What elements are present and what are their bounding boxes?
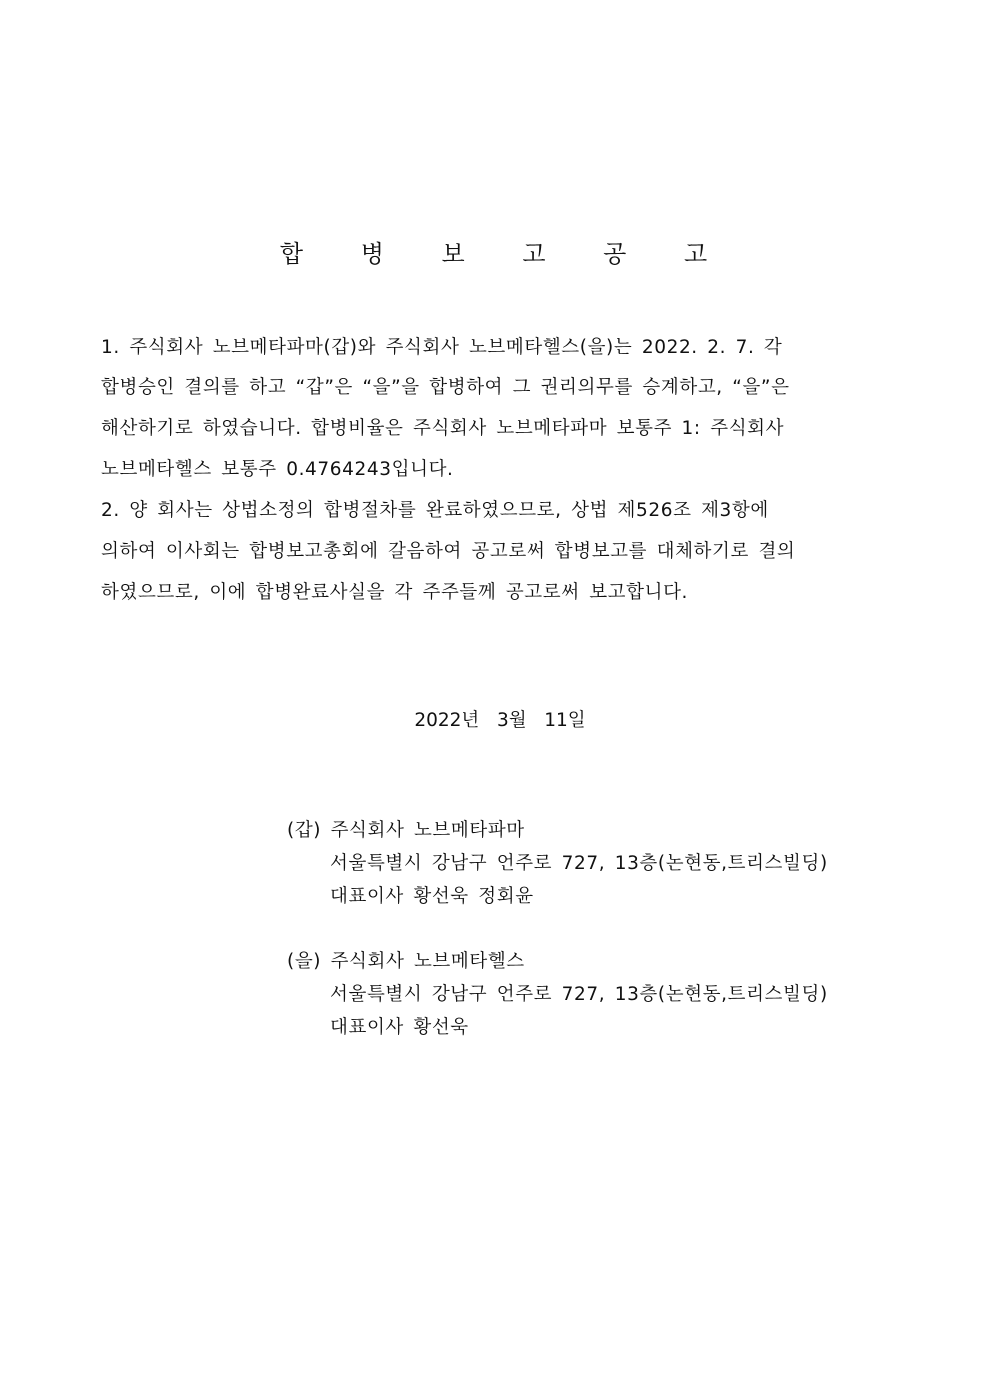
body-line-2: 합병승인 결의를 하고 “갑”은 “을”을 합병하여 그 권리의무를 승계하고, “을”은 bbox=[101, 377, 790, 398]
body-line-3: 해산하기로 하였습니다. 합병비율은 주식회사 노브메타파마 보통주 1: 주식회사 bbox=[101, 418, 785, 439]
party-a-header: (갑) 주식회사 노브메타파마 bbox=[287, 820, 525, 841]
party-a-address: 서울특별시 강남구 언주로 727, 13층(논현동,트리스빌딩) bbox=[330, 853, 828, 874]
body-line-6: 의하여 이사회는 합병보고총회에 갈음하여 공고로써 합병보고를 대체하기로 결의 bbox=[101, 541, 796, 562]
party-b-representative: 대표이사 황선욱 bbox=[330, 1017, 469, 1038]
party-b-address: 서울특별시 강남구 언주로 727, 13층(논현동,트리스빌딩) bbox=[330, 984, 828, 1005]
body-line-7: 하였으므로, 이에 합병완료사실을 각 주주들께 공고로써 보고합니다. bbox=[101, 582, 689, 603]
body-line-5: 2. 양 회사는 상법소정의 합병절차를 완료하였으므로, 상법 제526조 제3항에 bbox=[101, 500, 769, 521]
body-line-1: 1. 주식회사 노브메타파마(갑)와 주식회사 노브메타헬스(을)는 2022. 2. 7. 각 bbox=[101, 337, 783, 358]
body-line-4: 노브메타헬스 보통주 0.4764243입니다. bbox=[101, 459, 454, 480]
party-b-header: (을) 주식회사 노브메타헬스 bbox=[287, 951, 525, 972]
party-a-representative: 대표이사 황선욱 정회윤 bbox=[330, 886, 534, 907]
page-title: 합 병 보 고 공 고 bbox=[279, 240, 733, 268]
notice-date: 2022년 3월 11일 bbox=[414, 710, 586, 731]
